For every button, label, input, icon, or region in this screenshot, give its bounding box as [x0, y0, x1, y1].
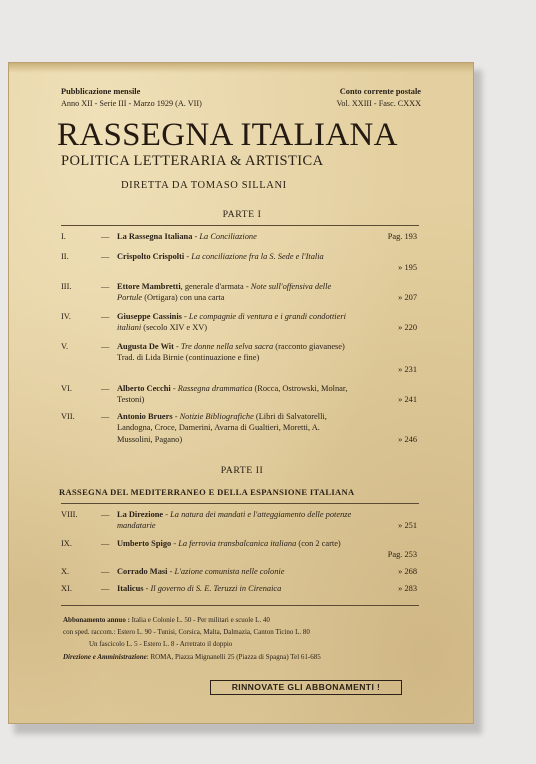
toc-page: Pag. 253	[387, 550, 417, 559]
header-issue-row	[61, 99, 421, 108]
toc-dash: —	[101, 384, 110, 393]
toc-page: » 246	[398, 435, 417, 444]
toc-entry: La Rassegna Italiana - La Conciliazione	[117, 232, 257, 241]
toc-dash: —	[101, 584, 110, 593]
toc-page: » 231	[398, 365, 417, 374]
toc-page: » 283	[398, 584, 417, 593]
toc-dash: —	[101, 232, 110, 241]
address-line: Direzione e Amministrazione: ROMA, Piazza Mignanelli 25 (Piazza di Spagna) Tel 61-685	[63, 653, 321, 661]
subscription-foreign-line: con sped. raccom.: Estero L. 90 - Tunisi, Corsica, Malta, Dalmazia, Canton Ticino L. 80	[63, 628, 310, 636]
part2-rule	[61, 503, 419, 504]
magazine-cover	[8, 62, 474, 724]
part2-title: PARTE II	[220, 465, 264, 476]
volume-number: Vol. XXIII - Fasc. CXXX	[336, 99, 421, 108]
toc-number: X.	[61, 567, 70, 576]
header-top-row	[61, 87, 421, 96]
magazine-title: RASSEGNA ITALIANA	[57, 117, 398, 153]
issue-date: Anno XII - Serie III - Marzo 1929 (A. VII)	[61, 99, 202, 108]
toc-page: » 207	[398, 293, 417, 302]
toc-page: » 268	[398, 567, 417, 576]
toc-entry: Crispolto Crispolti - La conciliazione fra la S. Sede e l'Italia	[117, 252, 324, 261]
toc-number: VII.	[61, 412, 75, 421]
publication-frequency: Pubblicazione mensile	[61, 87, 141, 96]
toc-number: IX.	[61, 539, 72, 548]
toc-number: IV.	[61, 312, 71, 321]
toc-number: I.	[61, 232, 66, 241]
cover-top-edge	[9, 63, 473, 73]
toc-number: VIII.	[61, 510, 78, 519]
toc-entry: Ettore Mambretti, generale d'armata - Note sull'offensiva delle Portule (Ortigara) con una carta	[117, 282, 332, 303]
toc-dash: —	[101, 252, 110, 261]
toc-dash: —	[101, 342, 110, 351]
magazine-subtitle: POLITICA LETTERARIA & ARTISTICA	[61, 153, 324, 169]
part2-section-heading: RASSEGNA DEL MEDITERRANEO E DELLA ESPANSIONE ITALIANA	[59, 487, 355, 497]
toc-number: VI.	[61, 384, 72, 393]
toc-page: Pag. 193	[387, 232, 417, 241]
toc-dash: —	[101, 282, 110, 291]
toc-entry: Augusta De Wit - Tre donne nella selva sacra (racconto giavanese) Trad. di Lida Birnie (continuazione e fine)	[117, 342, 345, 363]
toc-dash: —	[101, 312, 110, 321]
toc-dash: —	[101, 567, 110, 576]
renew-subscription-box: RINNOVATE GLI ABBONAMENTI !	[210, 680, 402, 695]
toc-entry: Alberto Cecchi - Rassegna drammatica (Rocca, Ostrowski, Molnar, Testoni)	[117, 384, 348, 405]
toc-dash: —	[101, 510, 110, 519]
footer-rule	[61, 605, 419, 606]
toc-number: III.	[61, 282, 72, 291]
toc-entry: Giuseppe Cassinis - Le compagnie di ventura e i grandi condottieri italiani (secolo XIV e XV)	[117, 312, 346, 333]
subscription-line: Abbonamento annuo : Italia e Colonie L. 50 - Per militari e scuole L. 40	[63, 616, 270, 624]
toc-number: V.	[61, 342, 69, 351]
toc-entry: Antonio Bruers - Notizie Bibliografiche (Libri di Salvatorelli, Landogna, Croce, Damerini, Avarna di Gualtieri, Moretti, A. Mussolini, Pagano)	[117, 412, 327, 444]
part1-title: PARTE I	[222, 209, 262, 220]
single-issue-line: Un fascicolo L. 5 - Estero L. 8 - Arretrato il doppio	[89, 640, 233, 648]
toc-page: » 251	[398, 521, 417, 530]
toc-page: » 195	[398, 263, 417, 272]
postal-account: Conto corrente postale	[339, 87, 421, 96]
toc-number: II.	[61, 252, 69, 261]
toc-number: XI.	[61, 584, 72, 593]
director-line: DIRETTA DA TOMASO SILLANI	[121, 180, 287, 191]
part1-rule	[61, 225, 419, 226]
toc-entry: Umberto Spigo - La ferrovia transbalcanica italiana (con 2 carte)	[117, 539, 341, 548]
toc-dash: —	[101, 412, 110, 421]
toc-dash: —	[101, 539, 110, 548]
toc-entry: Corrado Masi - L'azione comunista nelle colonie	[117, 567, 285, 576]
toc-page: » 220	[398, 323, 417, 332]
toc-page: » 241	[398, 395, 417, 404]
toc-entry: La Direzione - La natura dei mandati e l'atteggiamento delle potenze mandatarie	[117, 510, 352, 531]
toc-entry: Italicus - Il governo di S. E. Teruzzi in Cirenaica	[117, 584, 282, 593]
